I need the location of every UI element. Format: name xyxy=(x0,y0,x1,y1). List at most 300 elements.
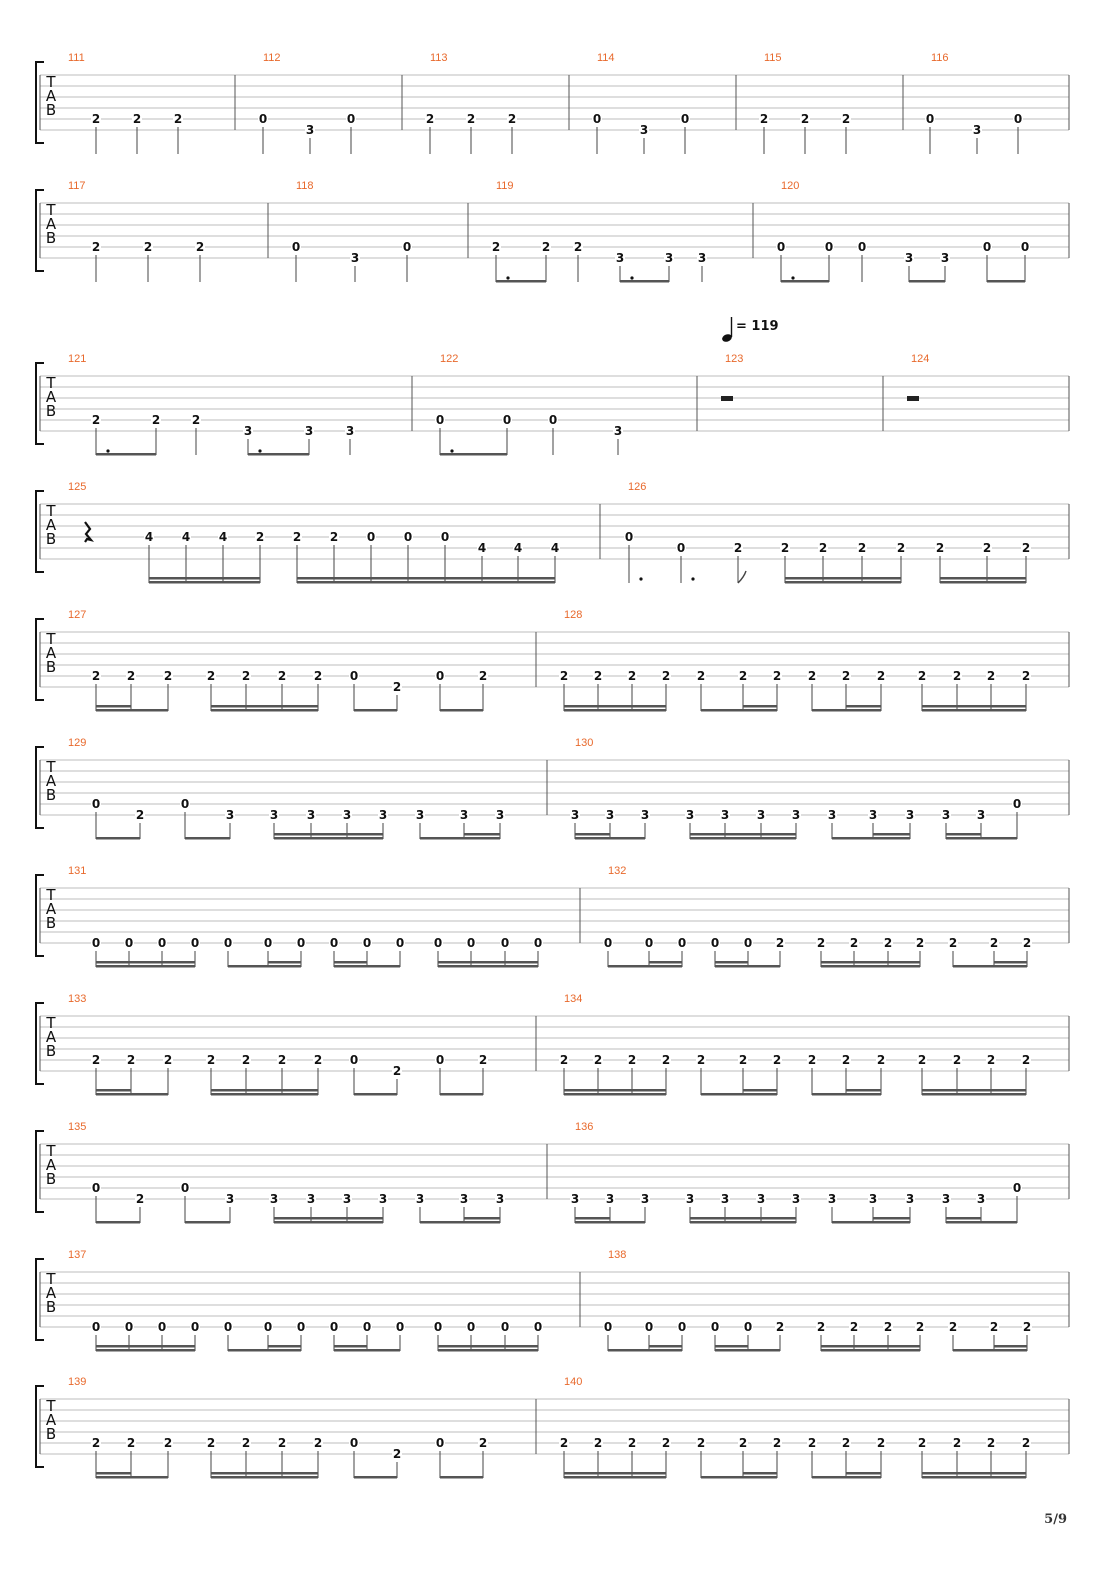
fret-number: 3 xyxy=(613,424,623,438)
fret-number: 0 xyxy=(124,936,134,950)
fret-number: 2 xyxy=(478,1053,488,1067)
fret-number: 2 xyxy=(989,936,999,950)
fret-number: 2 xyxy=(738,1053,748,1067)
note-beam xyxy=(922,1476,1026,1479)
note-beam xyxy=(575,1221,645,1224)
fret-number: 2 xyxy=(491,240,501,254)
note-beam xyxy=(922,1093,1026,1096)
tab-clef-letter: B xyxy=(45,1425,57,1443)
fret-number: 3 xyxy=(720,808,730,822)
fret-number: 2 xyxy=(143,240,153,254)
fret-number: 3 xyxy=(756,808,766,822)
note-beam-secondary xyxy=(946,833,981,836)
fret-number: 2 xyxy=(392,1064,402,1078)
tab-clef-letter: T xyxy=(46,1142,56,1160)
note-beam xyxy=(440,1476,483,1479)
fret-number: 2 xyxy=(917,1053,927,1067)
note-beam xyxy=(96,453,156,456)
fret-number: 0 xyxy=(603,936,613,950)
note-beam-secondary xyxy=(268,1345,301,1348)
measure xyxy=(68,353,355,456)
fret-number: 2 xyxy=(277,669,287,683)
fret-number: 2 xyxy=(206,1436,216,1450)
fret-number: 0 xyxy=(190,936,200,950)
fret-number: 0 xyxy=(466,936,476,950)
fret-number: 2 xyxy=(313,1436,323,1450)
note-beam xyxy=(445,581,555,584)
measure xyxy=(68,481,560,584)
fret-number: 2 xyxy=(91,669,101,683)
fret-number: 2 xyxy=(816,936,826,950)
note-beam-secondary xyxy=(96,1089,131,1092)
measure-number: 137 xyxy=(68,1249,87,1261)
fret-number: 0 xyxy=(440,530,450,544)
fret-number: 0 xyxy=(362,1320,372,1334)
fret-number: 2 xyxy=(466,112,476,126)
note-beam xyxy=(438,961,538,964)
fret-number: 0 xyxy=(500,1320,510,1334)
fret-number: 3 xyxy=(342,1192,352,1206)
fret-number: 3 xyxy=(350,251,360,265)
fret-number: 2 xyxy=(849,936,859,950)
eighth-flag-icon xyxy=(738,571,746,583)
fret-number: 3 xyxy=(269,808,279,822)
fret-number: 0 xyxy=(548,413,558,427)
note-beam-secondary xyxy=(649,1345,682,1348)
tab-clef-letter: A xyxy=(45,900,57,918)
note-beam xyxy=(274,1221,383,1224)
fret-number: 0 xyxy=(433,1320,443,1334)
fret-number: 2 xyxy=(807,1436,817,1450)
measure xyxy=(425,52,517,154)
fret-number: 0 xyxy=(743,936,753,950)
fret-number: 0 xyxy=(433,936,443,950)
fret-number: 3 xyxy=(639,123,649,137)
tab-system xyxy=(36,609,1069,712)
measure-number: 115 xyxy=(764,52,782,64)
measure xyxy=(570,737,1022,840)
measure-number: 112 xyxy=(263,52,281,64)
note-beam xyxy=(564,709,666,712)
note-beam xyxy=(608,965,682,968)
fret-number: 2 xyxy=(915,1320,925,1334)
fret-number: 2 xyxy=(661,669,671,683)
fret-number: 2 xyxy=(1021,541,1031,555)
fret-number: 0 xyxy=(349,669,359,683)
duration-dot xyxy=(691,577,694,580)
note-beam xyxy=(940,581,1026,584)
tab-clef-letter: B xyxy=(45,1298,57,1316)
fret-number: 2 xyxy=(1022,1320,1032,1334)
fret-number: 0 xyxy=(776,240,786,254)
duration-dot xyxy=(630,276,633,279)
note-beam-secondary xyxy=(946,1217,981,1220)
fret-number: 4 xyxy=(477,541,487,555)
fret-number: 3 xyxy=(905,1192,915,1206)
whole-rest xyxy=(721,396,733,401)
fret-number: 3 xyxy=(827,1192,837,1206)
fret-number: 2 xyxy=(277,1436,287,1450)
fret-number: 2 xyxy=(507,112,517,126)
note-beam xyxy=(297,581,445,584)
note-beam xyxy=(96,965,195,968)
fret-number: 0 xyxy=(403,530,413,544)
tab-clef-letter: T xyxy=(46,630,56,648)
tab-clef-letter: A xyxy=(45,1028,57,1046)
note-beam-secondary xyxy=(940,577,1026,580)
note-beam xyxy=(690,1217,796,1220)
fret-number: 0 xyxy=(263,1320,273,1334)
fret-number: 2 xyxy=(392,680,402,694)
fret-number: 2 xyxy=(478,669,488,683)
note-beam-secondary xyxy=(649,961,682,964)
fret-number: 2 xyxy=(883,936,893,950)
fret-number: 0 xyxy=(91,936,101,950)
tab-clef-letter: A xyxy=(45,644,57,662)
fret-number: 3 xyxy=(306,808,316,822)
fret-number: 2 xyxy=(661,1436,671,1450)
measure xyxy=(570,1121,1022,1224)
measure-number: 136 xyxy=(575,1121,594,1133)
fret-number: 3 xyxy=(378,808,388,822)
duration-dot xyxy=(506,276,509,279)
note-beam-secondary xyxy=(575,833,610,836)
fret-number: 2 xyxy=(126,1436,136,1450)
fret-number: 2 xyxy=(91,1053,101,1067)
measure-number: 126 xyxy=(628,481,647,493)
measure xyxy=(491,180,707,283)
fret-number: 0 xyxy=(223,1320,233,1334)
tab-system xyxy=(36,1376,1069,1479)
fret-number: 3 xyxy=(459,1192,469,1206)
tab-clef-letter: B xyxy=(45,1170,57,1188)
fret-number: 2 xyxy=(841,1053,851,1067)
fret-number: 2 xyxy=(841,669,851,683)
tab-clef-letter: T xyxy=(46,1397,56,1415)
fret-number: 3 xyxy=(972,123,982,137)
fret-number: 3 xyxy=(570,1192,580,1206)
fret-number: 2 xyxy=(1021,1436,1031,1450)
fret-number: 2 xyxy=(800,112,810,126)
tab-clef-letter: A xyxy=(45,215,57,233)
tab-clef-letter: B xyxy=(45,658,57,676)
fret-number: 3 xyxy=(304,424,314,438)
note-beam xyxy=(564,705,666,708)
note-beam xyxy=(96,1345,195,1348)
measure-number: 134 xyxy=(564,993,583,1005)
quarter-rest-icon xyxy=(85,522,91,542)
fret-number: 2 xyxy=(627,669,637,683)
fret-number: 2 xyxy=(696,1053,706,1067)
note-beam xyxy=(334,965,400,968)
tab-systems xyxy=(36,52,1069,1479)
fret-number: 2 xyxy=(915,936,925,950)
tab-clef-letter: B xyxy=(45,402,57,420)
tab-clef-letter: B xyxy=(45,786,57,804)
fret-number: 3 xyxy=(640,808,650,822)
fret-number: 2 xyxy=(661,1053,671,1067)
fret-number: 3 xyxy=(976,808,986,822)
note-beam-secondary xyxy=(715,1345,748,1348)
fret-number: 2 xyxy=(772,669,782,683)
tab-clef-letter: T xyxy=(46,1014,56,1032)
fret-number: 2 xyxy=(935,541,945,555)
measure xyxy=(68,52,183,154)
fret-number: 0 xyxy=(223,936,233,950)
tab-system xyxy=(36,481,1069,584)
fret-number: 2 xyxy=(313,669,323,683)
fret-number: 2 xyxy=(573,240,583,254)
note-beam-secondary xyxy=(334,1345,367,1348)
fret-number: 2 xyxy=(982,541,992,555)
note-beam-secondary xyxy=(715,961,748,964)
tab-system xyxy=(36,180,1069,283)
measure-number: 133 xyxy=(68,993,87,1005)
note-beam xyxy=(438,965,538,968)
fret-number: 0 xyxy=(366,530,376,544)
measure xyxy=(435,353,623,456)
fret-number: 0 xyxy=(624,530,634,544)
fret-number: 2 xyxy=(1021,1053,1031,1067)
fret-number: 2 xyxy=(948,936,958,950)
fret-number: 2 xyxy=(896,541,906,555)
fret-number: 0 xyxy=(982,240,992,254)
fret-number: 2 xyxy=(738,669,748,683)
note-beam-secondary xyxy=(96,1472,131,1475)
measure-number: 138 xyxy=(608,1249,627,1261)
measure xyxy=(68,865,543,968)
note-beam xyxy=(953,1349,1027,1352)
measure xyxy=(559,993,1031,1096)
note-beam xyxy=(211,1476,318,1479)
fret-number: 2 xyxy=(772,1436,782,1450)
note-beam xyxy=(922,709,1026,712)
note-beam xyxy=(185,1221,230,1224)
note-beam xyxy=(715,965,780,968)
page-number: 5/9 xyxy=(1044,1512,1067,1527)
note-beam xyxy=(909,280,945,283)
note-beam-secondary xyxy=(846,1472,881,1475)
tab-system xyxy=(36,353,1069,456)
fret-number: 2 xyxy=(841,1436,851,1450)
tab-clef-letter: T xyxy=(46,886,56,904)
note-beam-secondary xyxy=(873,1217,910,1220)
note-beam xyxy=(832,837,910,840)
measure xyxy=(68,1376,488,1479)
fret-number: 3 xyxy=(941,808,951,822)
measure-number: 117 xyxy=(68,180,86,192)
fret-number: 3 xyxy=(940,251,950,265)
note-beam-secondary xyxy=(743,705,777,708)
note-beam xyxy=(701,1093,777,1096)
fret-number: 2 xyxy=(986,1053,996,1067)
fret-number: 2 xyxy=(759,112,769,126)
note-beam xyxy=(274,837,383,840)
note-beam-secondary xyxy=(334,961,367,964)
measure xyxy=(258,52,356,154)
fret-number: 0 xyxy=(857,240,867,254)
note-beam xyxy=(496,280,546,283)
measure xyxy=(603,1249,1032,1352)
measure xyxy=(592,52,690,154)
fret-number: 3 xyxy=(756,1192,766,1206)
fret-number: 3 xyxy=(342,808,352,822)
fret-number: 0 xyxy=(435,1053,445,1067)
fret-number: 2 xyxy=(277,1053,287,1067)
measure xyxy=(721,353,743,401)
note-beam xyxy=(211,1093,318,1096)
tab-system xyxy=(36,865,1069,968)
note-beam xyxy=(185,837,230,840)
measure xyxy=(68,609,488,712)
note-beam xyxy=(785,577,901,580)
tab-system xyxy=(36,993,1069,1096)
fret-number: 0 xyxy=(502,413,512,427)
fret-number: 0 xyxy=(296,936,306,950)
fret-number: 2 xyxy=(883,1320,893,1334)
fret-number: 0 xyxy=(466,1320,476,1334)
fret-number: 2 xyxy=(807,1053,817,1067)
fret-number: 0 xyxy=(1012,1181,1022,1195)
fret-number: 4 xyxy=(181,530,191,544)
note-beam xyxy=(228,965,301,968)
fret-number: 2 xyxy=(241,1436,251,1450)
tempo-marking xyxy=(721,317,778,343)
fret-number: 0 xyxy=(349,1436,359,1450)
note-beam xyxy=(211,705,318,708)
fret-number: 3 xyxy=(904,251,914,265)
fret-number: 2 xyxy=(849,1320,859,1334)
fret-number: 3 xyxy=(868,808,878,822)
note-beam xyxy=(440,1093,483,1096)
fret-number: 2 xyxy=(952,1053,962,1067)
measure-number: 128 xyxy=(564,609,583,621)
measure-number: 127 xyxy=(68,609,87,621)
fret-number: 0 xyxy=(157,936,167,950)
fret-number: 3 xyxy=(459,808,469,822)
fret-number: 2 xyxy=(559,1436,569,1450)
fret-number: 2 xyxy=(313,1053,323,1067)
fret-number: 0 xyxy=(346,112,356,126)
note-beam xyxy=(354,1093,397,1096)
tab-clef-letter: A xyxy=(45,87,57,105)
measure-number: 131 xyxy=(68,865,87,877)
fret-number: 0 xyxy=(644,936,654,950)
fret-number: 0 xyxy=(603,1320,613,1334)
duration-dot xyxy=(639,577,642,580)
fret-number: 0 xyxy=(258,112,268,126)
note-beam xyxy=(690,837,796,840)
measure xyxy=(559,1376,1031,1479)
fret-number: 2 xyxy=(559,1053,569,1067)
fret-number: 2 xyxy=(241,669,251,683)
fret-number: 0 xyxy=(644,1320,654,1334)
tab-clef-letter: T xyxy=(46,374,56,392)
fret-number: 0 xyxy=(533,1320,543,1334)
note-beam xyxy=(812,1093,881,1096)
note-beam xyxy=(149,577,260,580)
tab-system xyxy=(36,737,1069,840)
tab-clef-letter: A xyxy=(45,516,57,534)
fret-number: 3 xyxy=(791,1192,801,1206)
fret-number: 2 xyxy=(738,1436,748,1450)
note-beam xyxy=(821,965,920,968)
fret-number: 3 xyxy=(615,251,625,265)
fret-number: 2 xyxy=(989,1320,999,1334)
note-beam xyxy=(922,705,1026,708)
fret-number: 4 xyxy=(513,541,523,555)
measure-number: 113 xyxy=(430,52,448,64)
note-beam xyxy=(228,1349,301,1352)
fret-number: 0 xyxy=(676,541,686,555)
tab-clef-letter: T xyxy=(46,1270,56,1288)
note-beam xyxy=(334,1349,400,1352)
note-beam xyxy=(274,1217,383,1220)
measure xyxy=(624,481,1031,584)
fret-number: 2 xyxy=(818,541,828,555)
measure xyxy=(759,52,851,154)
fret-number: 3 xyxy=(791,808,801,822)
fret-number: 2 xyxy=(173,112,183,126)
fret-number: 3 xyxy=(605,808,615,822)
note-beam-secondary xyxy=(464,1217,500,1220)
tab-system xyxy=(36,1121,1069,1224)
fret-number: 2 xyxy=(917,1436,927,1450)
measure-number: 118 xyxy=(296,180,314,192)
fret-number: 2 xyxy=(952,1436,962,1450)
note-beam xyxy=(821,961,920,964)
measure-number: 114 xyxy=(597,52,615,64)
fret-number: 2 xyxy=(255,530,265,544)
note-beam xyxy=(922,1472,1026,1475)
note-beam xyxy=(96,837,140,840)
note-beam xyxy=(701,709,777,712)
measure-number: 135 xyxy=(68,1121,87,1133)
fret-number: 2 xyxy=(841,112,851,126)
fret-number: 0 xyxy=(395,1320,405,1334)
fret-number: 2 xyxy=(478,1436,488,1450)
tab-clef-letter: B xyxy=(45,101,57,119)
fret-number: 2 xyxy=(135,808,145,822)
note-beam xyxy=(420,1221,500,1224)
fret-number: 2 xyxy=(775,1320,785,1334)
fret-number: 2 xyxy=(195,240,205,254)
fret-number: 3 xyxy=(685,808,695,822)
fret-number: 0 xyxy=(124,1320,134,1334)
note-beam xyxy=(987,280,1025,283)
measure-number: 120 xyxy=(781,180,800,192)
tab-clef-letter: B xyxy=(45,530,57,548)
note-beam xyxy=(608,1349,682,1352)
note-beam xyxy=(438,1345,538,1348)
fret-number: 0 xyxy=(435,413,445,427)
measure xyxy=(68,1121,505,1224)
fret-number: 3 xyxy=(378,1192,388,1206)
note-beam xyxy=(96,961,195,964)
whole-rest xyxy=(907,396,919,401)
measure-number: 111 xyxy=(68,52,85,64)
fret-number: 4 xyxy=(218,530,228,544)
note-beam xyxy=(445,577,555,580)
note-beam xyxy=(96,1093,168,1096)
fret-number: 2 xyxy=(696,1436,706,1450)
note-beam xyxy=(575,837,645,840)
note-beam xyxy=(821,1349,920,1352)
measure xyxy=(68,180,205,282)
fret-number: 0 xyxy=(1012,797,1022,811)
fret-number: 0 xyxy=(291,240,301,254)
fret-number: 2 xyxy=(126,1053,136,1067)
